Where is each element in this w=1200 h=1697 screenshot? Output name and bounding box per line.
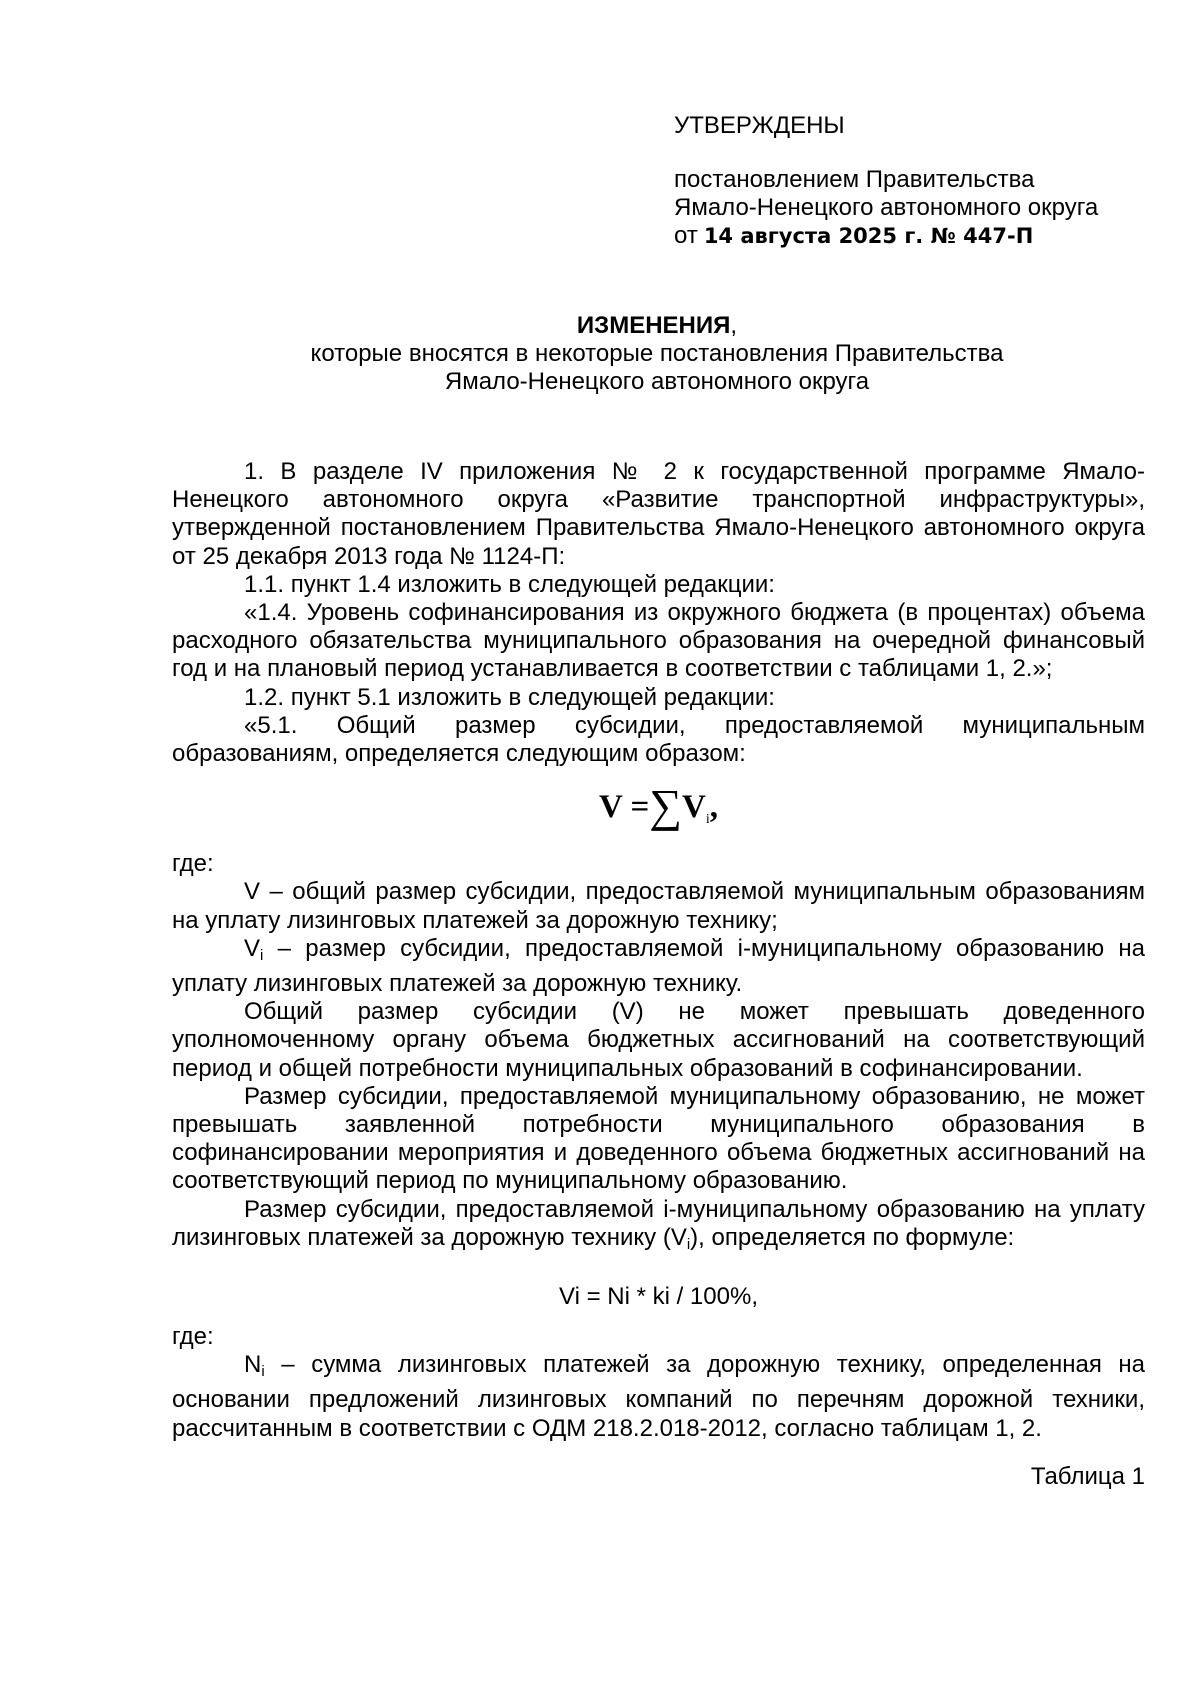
paragraph-vi-intro-start: Размер субсидии, предоставляемой i-муниципальному образованию на уплату лизинговых платежей за дорожную технику (V — [172, 1195, 1145, 1251]
approval-line-2: Ямало-Ненецкого автономного округа — [674, 194, 1099, 221]
paragraph-vi-intro-end: ), определяется по формуле: — [690, 1223, 1015, 1251]
formula-lhs: V = — [598, 789, 650, 826]
where-label-1: где: — [172, 850, 214, 878]
approval-block — [674, 112, 1154, 250]
table-1-label: Таблица 1 — [1030, 1462, 1145, 1490]
formula-v: V — [682, 789, 706, 826]
formula-vi: Vi = Ni * ki / 100%, — [559, 1283, 758, 1311]
definition-v: V – общий размер субсидии, предоставляемой муниципальным образованиям на уплату лизинговых платежей за дорожную технику; — [172, 878, 1145, 934]
definition-vi-symbol: V — [244, 934, 261, 962]
formula-subscript: i — [705, 812, 710, 828]
paragraph-1-4-text: «1.4. Уровень софинансирования из окружного бюджета (в процентах) объема расходного обязательства муниципального образования на очередной финансовый год и на плановый период устанавливается в соответствии с таблицами 1, 2.»; — [172, 599, 1145, 683]
approval-title: УТВЕРЖДЕНЫ — [674, 112, 845, 139]
definition-vi-text: – размер субсидии, предоставляемой i-муниципальному образованию на уплату лизинговых платежей за дорожную технику. — [172, 934, 1145, 998]
document-body — [172, 458, 1145, 1491]
definition-vi — [172, 935, 1145, 998]
approval-date-line — [674, 222, 1154, 250]
approval-line-1: постановлением Правительства — [674, 166, 1035, 193]
heading-line-1: которые вносятся в некоторые постановления Правительства — [310, 340, 1004, 367]
paragraph-vi-formula-intro — [172, 1196, 1145, 1259]
formula-total-subsidy — [172, 780, 1145, 840]
paragraph-1-1: 1.1. пункт 1.4 изложить в следующей редакции: — [244, 570, 775, 598]
definition-ni-subscript: i — [261, 1363, 265, 1381]
where-label-2: где: — [172, 1323, 214, 1351]
paragraph-total-limit: Общий размер субсидии (V) не может превышать доведенного уполномоченному органу объема бюджетных ассигнований на соответствующий период и общей потребности муниципальных образований в софинансировании. — [172, 998, 1145, 1082]
approval-from: от — [674, 222, 698, 249]
paragraph-5-1-text: «5.1. Общий размер субсидии, предоставляемой муниципальным образованиям, определяется следующим образом: — [172, 711, 1145, 768]
heading-title: ИЗМЕНЕНИЯ — [576, 312, 731, 339]
definition-ni — [172, 1351, 1145, 1443]
paragraph-1-2: 1.2. пункт 5.1 изложить в следующей редакции: — [244, 683, 775, 711]
approval-date-number: 14 августа 2025 г. № 447-П — [703, 224, 1034, 248]
definition-ni-text: – сумма лизинговых платежей за дорожную технику, определенная на основании предложений лизинговых компаний по перечням дорожной техники, рассчитанным в соответствии с ОДМ 218.2.018-2012, согласно таблицам 1, 2. — [172, 1351, 1145, 1442]
sigma-symbol: ∑ — [649, 780, 683, 832]
definition-vi-subscript: i — [260, 946, 264, 964]
heading-title-line — [170, 312, 1144, 340]
definition-ni-symbol: N — [244, 1351, 262, 1379]
paragraph-vi-intro-subscript: i — [686, 1235, 691, 1253]
document-heading — [170, 312, 1144, 396]
formula-tail: , — [709, 789, 719, 826]
paragraph-municipal-limit: Размер субсидии, предоставляемой муниципальному образованию, не может превышать заявленной потребности муниципального образования в софинансировании мероприятия и доведенного объема бюджетных ассигнований на соответствующий период по муниципальному образованию. — [172, 1082, 1145, 1195]
paragraph-1: 1. В разделе IV приложения № 2 к государственной программе Ямало-Ненецкого автономного округа «Развитие транспортной инфраструктуры», утвержденной постановлением Правительства Ямало-Ненецкого автономного округа от 25 декабря 2013 года № 1124-П: — [172, 458, 1145, 570]
heading-line-2: Ямало-Ненецкого автономного округа — [444, 368, 870, 395]
heading-title-suffix: , — [730, 312, 738, 339]
